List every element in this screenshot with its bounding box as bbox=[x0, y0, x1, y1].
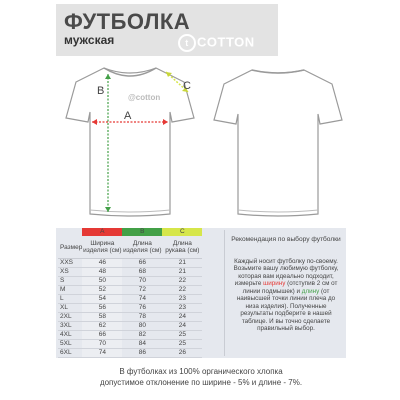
table-header-row bbox=[58, 236, 202, 259]
table-row: M 52 72 22 bbox=[58, 286, 202, 295]
column-c-header: C bbox=[162, 228, 202, 236]
recommendation-body: Каждый носит футболку по-своему. Возьмите вашу любимую футболку, которая вам идеально подходит, измерьте ширину (отступив 2 см от линии подмышек) и длину (от наивысшей точки линии плеча до низа изделия). Полученные результаты подберите в нашей таблице. И вы точно сделаете правильный выбор. bbox=[233, 257, 339, 332]
table-row: XS 48 68 21 bbox=[58, 268, 202, 277]
table-color-header-row bbox=[58, 228, 202, 236]
size-column-header: Размер bbox=[58, 236, 82, 259]
table-row: 4XL 66 82 25 bbox=[58, 331, 202, 340]
table-row: L 54 74 23 bbox=[58, 295, 202, 304]
shirt-brand-print: @cotton bbox=[128, 93, 161, 102]
table-row: S 50 70 22 bbox=[58, 277, 202, 286]
table-row: XL 56 76 23 bbox=[58, 304, 202, 313]
width-column-header: Ширина изделия (см) bbox=[82, 236, 122, 259]
table-divider bbox=[224, 230, 225, 356]
table-row: XXS 46 66 21 bbox=[58, 259, 202, 268]
footer-note bbox=[56, 366, 346, 388]
tshirt-front-outline bbox=[66, 68, 194, 216]
size-table bbox=[58, 228, 202, 358]
recommendation-heading: Рекомендация по выбору футболки bbox=[231, 236, 341, 243]
footer-line-1: В футболках из 100% органического хлопка bbox=[119, 367, 283, 376]
table-row: 6XL 74 86 26 bbox=[58, 349, 202, 358]
tshirt-back-diagram bbox=[200, 56, 350, 221]
dimension-label-a: A bbox=[124, 110, 132, 122]
highlight-length: длину bbox=[301, 287, 320, 295]
page-title: ФУТБОЛКА bbox=[64, 9, 191, 34]
column-a-header: A bbox=[82, 228, 122, 236]
footer-line-2: допустимое отклонение по ширине - 5% и длине - 7%. bbox=[99, 378, 303, 387]
recommendation-panel bbox=[230, 236, 342, 333]
tshirt-back-outline bbox=[214, 70, 342, 216]
dimension-label-c: C bbox=[183, 80, 191, 92]
brand-logo-text: COTTON bbox=[197, 34, 255, 50]
logo-mark-icon: t bbox=[178, 34, 196, 52]
dimension-label-b: B bbox=[97, 85, 105, 97]
sleeve-column-header: Длина рукава (см) bbox=[162, 236, 202, 259]
column-b-header: B bbox=[122, 228, 162, 236]
length-column-header: Длина изделия (см) bbox=[122, 236, 162, 259]
highlight-width: ширину bbox=[263, 280, 286, 287]
page-subtitle: мужская bbox=[64, 33, 115, 47]
tshirt-front-diagram bbox=[60, 56, 200, 221]
brand-logo bbox=[178, 34, 255, 52]
table-row: 5XL 70 84 25 bbox=[58, 340, 202, 349]
table-row: 3XL 62 80 24 bbox=[58, 322, 202, 331]
table-row: 2XL 58 78 24 bbox=[58, 313, 202, 322]
